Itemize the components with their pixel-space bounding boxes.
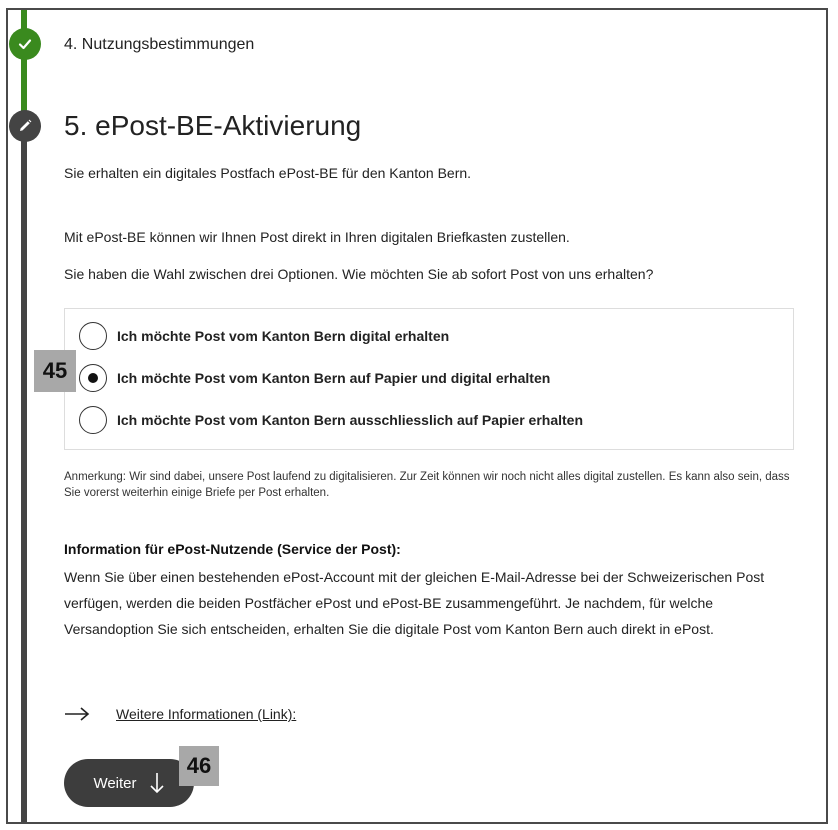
delivery-options-group xyxy=(64,308,794,450)
step-active-indicator xyxy=(9,110,41,142)
option-label: Ich möchte Post vom Kanton Bern auf Papier und digital erhalten xyxy=(117,370,551,386)
option-paper-and-digital[interactable] xyxy=(79,364,550,392)
arrow-down-icon xyxy=(149,772,165,794)
option-digital[interactable] xyxy=(79,322,449,350)
progress-rail-complete xyxy=(21,10,27,112)
radio-button-selected[interactable] xyxy=(79,364,107,392)
info-text: Wenn Sie über einen bestehenden ePost-Account mit der gleichen E-Mail-Adresse bei der Schweizerischen Post verfügen, werden die beiden Postfächer ePost und ePost-BE zusammengeführt. Je nachdem, für welche Versandoption Sie sich entscheiden, erhalten Sie die digitale Post vom Kanton Bern auch direkt in ePost. xyxy=(64,569,765,637)
progress-rail-current xyxy=(21,112,27,822)
more-info-link-row[interactable] xyxy=(64,706,296,722)
question-text: Sie haben die Wahl zwischen drei Optionen. Wie möchten Sie ab sofort Post von uns erhalten? xyxy=(64,266,654,282)
option-label: Ich möchte Post vom Kanton Bern digital erhalten xyxy=(117,328,450,344)
intro-text: Sie erhalten ein digitales Postfach ePost-BE für den Kanton Bern. xyxy=(64,165,472,181)
info-title: Information für ePost-Nutzende (Service der Post): xyxy=(64,541,401,557)
annotation-badge-options: 45 xyxy=(34,350,76,392)
weiter-button[interactable] xyxy=(64,759,194,807)
note-text: Anmerkung: Wir sind dabei, unsere Post laufend zu digitalisieren. Zur Zeit können wir noch nicht alles digital zustellen. Es kann also sein, dass Sie vorerst weiterhin einige Briefe per Post erhalten. xyxy=(64,471,790,499)
option-label: Ich möchte Post vom Kanton Bern ausschliesslich auf Papier erhalten xyxy=(117,412,584,428)
description-text: Mit ePost-BE können wir Ihnen Post direkt in Ihren digitalen Briefkasten zustellen. xyxy=(64,229,570,245)
radio-button[interactable] xyxy=(79,406,107,434)
step-4-label[interactable]: 4. Nutzungsbestimmungen xyxy=(64,36,255,53)
step-5-title: 5. ePost-BE-Aktivierung xyxy=(64,110,362,141)
option-paper-only[interactable] xyxy=(79,406,583,434)
annotation-badge-button: 46 xyxy=(179,746,219,786)
weiter-button-label: Weiter xyxy=(93,774,137,792)
checkmark-icon xyxy=(17,36,33,52)
arrow-right-icon xyxy=(64,707,90,721)
step-complete-indicator xyxy=(9,28,41,60)
radio-dot xyxy=(88,373,98,383)
more-info-link[interactable]: Weitere Informationen (Link): xyxy=(116,706,297,722)
pencil-icon xyxy=(17,118,33,134)
radio-button[interactable] xyxy=(79,322,107,350)
